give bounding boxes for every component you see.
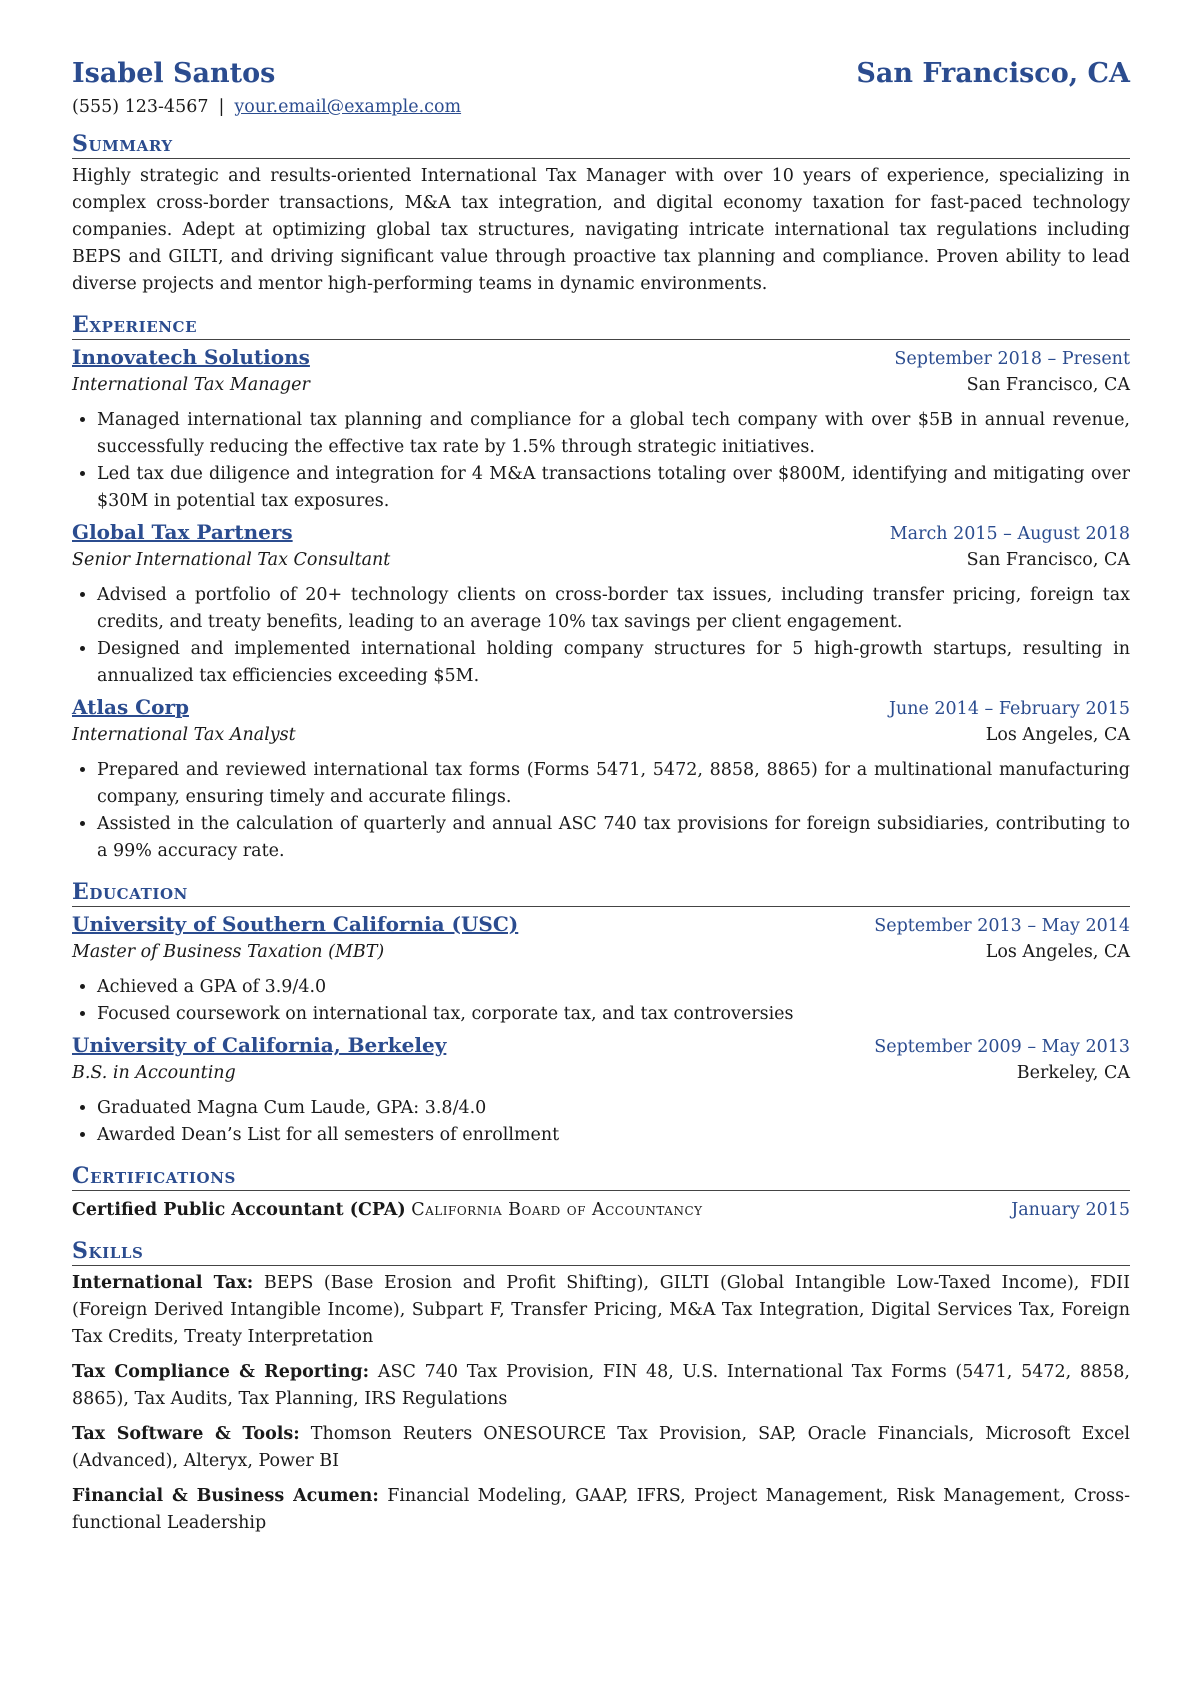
bullet-item: • Led tax due diligence and integration for 4 M&A transactions totaling over $800M, identifying and mitigating over $30M in potential tax exposures. [97,461,1130,515]
bullet-list [72,757,1130,865]
certifications-section [72,1163,1130,1224]
entry-location: Berkeley, CA [1016,1063,1130,1083]
bullet-item: • Managed international tax planning and compliance for a global tech company with over $5B in annual revenue, successfully reducing the effective tax rate by 1.5% through strategic initiatives. [97,407,1130,461]
school-link[interactable]: University of California, Berkeley [72,1033,447,1057]
skill-group [72,1359,1130,1413]
degree: Master of Business Taxation (MBT) [72,942,385,962]
employer-link[interactable]: Innovatech Solutions [72,345,310,369]
employer-link[interactable]: Atlas Corp [72,695,189,719]
entry-dates: September 2009 – May 2013 [874,1037,1130,1057]
certification-issuer: California Board of Accountancy [411,1200,703,1220]
job-title: International Tax Analyst [72,725,296,745]
bullet-item: • Graduated Magna Cum Laude, GPA: 3.8/4.0 [97,1095,1130,1122]
skill-group-label: Tax Software & Tools: [72,1424,300,1444]
certification-date: January 2015 [1011,1200,1130,1220]
experience-entry [72,517,1130,690]
skills-list [72,1270,1130,1537]
certification-entry [72,1197,1130,1224]
bullet-item: • Achieved a GPA of 3.9/4.0 [97,974,1130,1001]
section-title-experience: Experience [72,312,1130,340]
skill-group [72,1483,1130,1537]
contact-line [72,97,1130,117]
candidate-name: Isabel Santos [72,58,276,89]
skill-group-label: Tax Compliance & Reporting: [72,1362,370,1382]
section-title-certifications: Certifications [72,1163,1130,1191]
resume-page [72,58,1130,1537]
education-entry [72,1030,1130,1149]
phone-number: (555) 123-4567 [72,97,209,117]
bullet-item: • Advised a portfolio of 20+ technology clients on cross-border tax issues, including transfer pricing, foreign tax credits, and treaty benefits, leading to an average 10% tax savings per client engagement. [97,582,1130,636]
education-entry [72,909,1130,1028]
section-title-summary: Summary [72,131,1130,159]
bullet-list [72,407,1130,515]
bullet-item: • Prepared and reviewed international tax forms (Forms 5471, 5472, 8858, 8865) for a multinational manufacturing company, ensuring timely and accurate filings. [97,757,1130,811]
bullet-list [72,974,1130,1028]
experience-entry [72,342,1130,515]
bullet-list [72,582,1130,690]
entry-dates: March 2015 – August 2018 [889,524,1130,544]
school-link[interactable]: University of Southern California (USC) [72,912,519,936]
degree: B.S. in Accounting [72,1063,236,1083]
job-title: Senior International Tax Consultant [72,550,391,570]
summary-section [72,131,1130,298]
contact-separator: | [218,97,225,117]
entry-location: Los Angeles, CA [985,725,1130,745]
job-title: International Tax Manager [72,375,310,395]
bullet-item: • Assisted in the calculation of quarterly and annual ASC 740 tax provisions for foreign subsidiaries, contributing to a 99% accuracy rate. [97,811,1130,865]
header [72,58,1130,89]
entry-dates: September 2013 – May 2014 [874,916,1130,936]
entry-dates: June 2014 – February 2015 [888,699,1130,719]
skill-group-text: Thomson Reuters ONESOURCE Tax Provision, SAP, Oracle Financials, Microsoft Excel (Advanced), Alteryx, Power BI [72,1424,1130,1471]
employer-link[interactable]: Global Tax Partners [72,520,293,544]
entry-location: San Francisco, CA [966,375,1130,395]
education-section [72,879,1130,1149]
entry-location: Los Angeles, CA [985,942,1130,962]
experience-section [72,312,1130,865]
skill-group [72,1421,1130,1475]
section-title-education: Education [72,879,1130,907]
skill-group-text: Financial Modeling, GAAP, IFRS, Project Management, Risk Management, Cross-functional Leadership [72,1486,1130,1533]
header-location: San Francisco, CA [856,58,1130,89]
experience-entry [72,692,1130,865]
skill-group [72,1270,1130,1351]
summary-text: Highly strategic and results-oriented International Tax Manager with over 10 years of experience, specializing in complex cross-border transactions, M&A tax integration, and digital economy taxation for fast-paced technology companies. Adept at optimizing global tax structures, navigating intricate international tax regulations including BEPS and GILTI, and driving significant value through proactive tax planning and compliance. Proven ability to lead diverse projects and mentor high-performing teams in dynamic environments. [72,166,1130,294]
bullet-item: • Designed and implemented international holding company structures for 5 high-growth startups, resulting in annualized tax efficiencies exceeding $5M. [97,636,1130,690]
skills-section [72,1238,1130,1537]
skill-group-label: International Tax: [72,1273,254,1293]
skill-group-label: Financial & Business Acumen: [72,1486,379,1506]
skill-group-text: BEPS (Base Erosion and Profit Shifting), GILTI (Global Intangible Low-Taxed Income), FDII (Foreign Derived Intangible Income), Subpart F, Transfer Pricing, M&A Tax Integration, Digital Services Tax, Foreign Tax Credits, Treaty Interpretation [72,1273,1130,1347]
entry-dates: September 2018 – Present [894,349,1130,369]
email-link[interactable]: your.email@example.com [234,97,462,117]
bullet-item: • Focused coursework on international tax, corporate tax, and tax controversies [97,1001,1130,1028]
bullet-list [72,1095,1130,1149]
skill-group-text: ASC 740 Tax Provision, FIN 48, U.S. International Tax Forms (5471, 5472, 8858, 8865), Tax Audits, Tax Planning, IRS Regulations [72,1362,1130,1409]
bullet-item: • Awarded Dean’s List for all semesters of enrollment [97,1122,1130,1149]
entry-location: San Francisco, CA [966,550,1130,570]
certification-name: Certified Public Accountant (CPA) [72,1200,406,1220]
section-title-skills: Skills [72,1238,1130,1266]
